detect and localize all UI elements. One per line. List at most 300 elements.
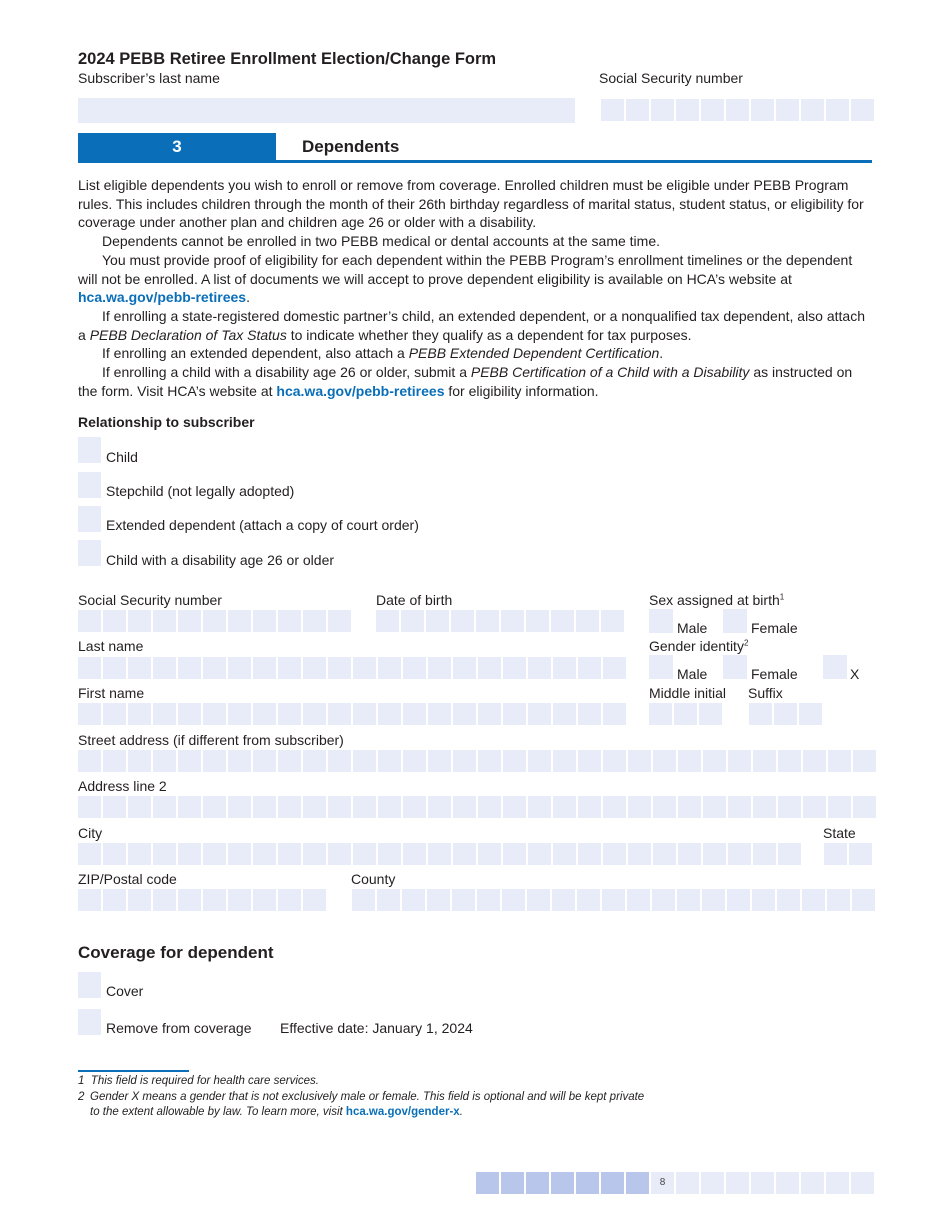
char-cell[interactable]: [578, 796, 601, 818]
page-box: [801, 1172, 824, 1194]
char-cell[interactable]: [649, 703, 672, 725]
char-cell[interactable]: [303, 750, 326, 772]
disability-doc: PEBB Certification of a Child with a Disability: [470, 364, 750, 381]
char-cell[interactable]: [303, 703, 326, 725]
char-cell[interactable]: [253, 889, 276, 911]
sex-label: [649, 591, 784, 609]
char-cell[interactable]: [228, 843, 251, 865]
gender-label-text: Gender identity: [649, 638, 744, 654]
char-cell[interactable]: [228, 703, 251, 725]
char-cell[interactable]: [426, 610, 449, 632]
char-cell[interactable]: [427, 889, 450, 911]
char-cell[interactable]: [428, 843, 451, 865]
char-cell[interactable]: [703, 750, 726, 772]
pebb-retirees-link-2[interactable]: hca.wa.gov/pebb-retirees: [276, 382, 445, 399]
char-cell[interactable]: [228, 796, 251, 818]
footnote-2: [78, 1090, 648, 1120]
char-cell[interactable]: [253, 843, 276, 865]
sex-male-label: Male: [677, 620, 708, 636]
middle-initial-input[interactable]: [649, 703, 722, 725]
char-cell[interactable]: [203, 657, 226, 679]
char-cell[interactable]: [378, 657, 401, 679]
char-cell[interactable]: [728, 750, 751, 772]
footnote-2-body: Gender X means a gender that is not exclusively male or female. This field is optional and will be kept private to the extent allowable by law. To learn more, visit: [90, 1091, 645, 1118]
instructions-p4: [78, 307, 872, 344]
char-cell[interactable]: [553, 750, 576, 772]
address2-input[interactable]: [78, 796, 876, 818]
char-cell[interactable]: [128, 657, 151, 679]
page-box: [776, 1172, 799, 1194]
char-cell[interactable]: [78, 703, 101, 725]
form-title: 2024 PEBB Retiree Enrollment Election/Change Form: [78, 50, 497, 68]
gender-male-label: Male: [677, 666, 708, 682]
page-number: 8: [651, 1172, 674, 1194]
char-cell[interactable]: [576, 610, 599, 632]
char-cell[interactable]: [653, 843, 676, 865]
county-label: County: [351, 871, 396, 887]
gender-female-checkbox[interactable]: [723, 655, 747, 679]
char-cell[interactable]: [552, 889, 575, 911]
char-cell[interactable]: [403, 703, 426, 725]
char-cell[interactable]: [178, 610, 201, 632]
char-cell[interactable]: [503, 657, 526, 679]
char-cell[interactable]: [253, 750, 276, 772]
subscriber-ssn-label: Social Security number: [599, 70, 743, 86]
char-cell[interactable]: [278, 703, 301, 725]
char-cell[interactable]: [603, 657, 626, 679]
instructions-p6-text-end: for eligibility information.: [448, 382, 599, 399]
char-cell[interactable]: [453, 703, 476, 725]
page-tracker: [476, 1172, 874, 1194]
last-name-input[interactable]: [78, 657, 626, 679]
char-cell[interactable]: [728, 843, 751, 865]
char-cell[interactable]: [203, 843, 226, 865]
char-cell[interactable]: [699, 703, 722, 725]
relationship-heading: Relationship to subscriber: [78, 414, 255, 430]
char-cell[interactable]: [378, 750, 401, 772]
sex-male-checkbox[interactable]: [649, 609, 673, 633]
char-cell[interactable]: [178, 703, 201, 725]
char-cell[interactable]: [103, 796, 126, 818]
char-cell[interactable]: [203, 889, 226, 911]
char-cell[interactable]: [578, 843, 601, 865]
char-cell[interactable]: [203, 703, 226, 725]
instructions-p4-text-end: to indicate whether they qualify as a dependent for tax purposes.: [290, 326, 692, 343]
char-cell[interactable]: [702, 889, 725, 911]
char-cell[interactable]: [378, 796, 401, 818]
char-cell[interactable]: [828, 750, 851, 772]
subscriber-ssn-input[interactable]: [601, 99, 874, 121]
char-cell[interactable]: [853, 750, 876, 772]
char-cell[interactable]: [128, 610, 151, 632]
char-cell[interactable]: [328, 843, 351, 865]
char-cell[interactable]: [78, 750, 101, 772]
instructions-p6-text-mid: as instructed on the form. Visit HCA’s website at: [78, 364, 853, 399]
page-box: [851, 1172, 874, 1194]
char-cell[interactable]: [701, 99, 724, 121]
char-cell[interactable]: [353, 843, 376, 865]
char-cell[interactable]: [553, 843, 576, 865]
char-cell[interactable]: [801, 99, 824, 121]
char-cell[interactable]: [703, 796, 726, 818]
char-cell[interactable]: [377, 889, 400, 911]
char-cell[interactable]: [253, 610, 276, 632]
char-cell[interactable]: [303, 796, 326, 818]
char-cell[interactable]: [328, 703, 351, 725]
char-cell[interactable]: [503, 703, 526, 725]
suffix-input[interactable]: [749, 703, 822, 725]
char-cell[interactable]: [726, 99, 749, 121]
char-cell[interactable]: [278, 750, 301, 772]
char-cell[interactable]: [578, 750, 601, 772]
char-cell[interactable]: [577, 889, 600, 911]
section-title: Dependents: [302, 137, 400, 156]
char-cell[interactable]: [528, 703, 551, 725]
gender-footnote-ref: 2: [743, 638, 749, 648]
street-label: Street address (if different from subscriber): [78, 732, 344, 748]
char-cell[interactable]: [178, 796, 201, 818]
char-cell[interactable]: [303, 610, 326, 632]
char-cell[interactable]: [78, 657, 101, 679]
char-cell[interactable]: [603, 796, 626, 818]
char-cell[interactable]: [403, 843, 426, 865]
char-cell[interactable]: [827, 889, 850, 911]
char-cell[interactable]: [402, 889, 425, 911]
sex-footnote-ref: 1: [779, 592, 785, 602]
char-cell[interactable]: [703, 843, 726, 865]
char-cell[interactable]: [603, 703, 626, 725]
char-cell[interactable]: [253, 703, 276, 725]
child-checkbox[interactable]: [78, 437, 101, 463]
char-cell[interactable]: [353, 703, 376, 725]
char-cell[interactable]: [774, 703, 797, 725]
coverage-heading: Coverage for dependent: [78, 943, 274, 962]
char-cell[interactable]: [328, 657, 351, 679]
char-cell[interactable]: [328, 610, 351, 632]
char-cell[interactable]: [628, 796, 651, 818]
char-cell[interactable]: [528, 657, 551, 679]
cover-checkbox[interactable]: [78, 972, 101, 998]
address2-label: Address line 2: [78, 778, 167, 794]
char-cell[interactable]: [428, 796, 451, 818]
disabled-child-label: Child with a disability age 26 or older: [106, 552, 335, 568]
remove-checkbox[interactable]: [78, 1009, 101, 1035]
gender-x-checkbox[interactable]: [823, 655, 847, 679]
char-cell[interactable]: [253, 796, 276, 818]
char-cell[interactable]: [676, 99, 699, 121]
page-box: [626, 1172, 649, 1194]
char-cell[interactable]: [303, 843, 326, 865]
char-cell[interactable]: [178, 843, 201, 865]
char-cell[interactable]: [78, 889, 101, 911]
char-cell[interactable]: [551, 610, 574, 632]
stepchild-checkbox[interactable]: [78, 472, 101, 498]
char-cell[interactable]: [228, 657, 251, 679]
char-cell[interactable]: [378, 843, 401, 865]
instructions-p4-text: If enrolling a state-registered domestic partner’s child, an extended dependent, or a nonqualified tax dependent, also attach a: [78, 307, 865, 343]
instructions-p1: List eligible dependents you wish to enroll or remove from coverage. Enrolled children must be eligible under PEBB Program rules. This includes children through the month of their 26th birthday regardless of marital status, student status, or eligibility for coverage under another plan and children age 26 or older with a disability.: [78, 177, 864, 231]
gender-label: [649, 637, 748, 655]
char-cell[interactable]: [78, 843, 101, 865]
char-cell[interactable]: [453, 657, 476, 679]
char-cell[interactable]: [749, 703, 772, 725]
char-cell[interactable]: [353, 750, 376, 772]
instructions: [78, 176, 872, 400]
char-cell[interactable]: [278, 657, 301, 679]
zip-input[interactable]: [78, 889, 326, 911]
char-cell[interactable]: [303, 889, 326, 911]
sex-label-text: Sex assigned at birth: [649, 592, 780, 608]
char-cell[interactable]: [352, 889, 375, 911]
footnote-2-number: 2: [78, 1091, 85, 1103]
char-cell[interactable]: [601, 610, 624, 632]
char-cell[interactable]: [799, 703, 822, 725]
char-cell[interactable]: [553, 657, 576, 679]
instructions-p3: You must provide proof of eligibility for each dependent within the PEBB Program’s enrollment timelines or the dependent will not be enrolled. A list of documents we will accept to prove dependent eligibility is available on HCA’s website at hca.wa.gov/pebb-retirees.: [78, 251, 853, 306]
char-cell[interactable]: [103, 889, 126, 911]
remove-label: Remove from coverage: [106, 1020, 252, 1036]
first-name-label: First name: [78, 685, 145, 701]
char-cell[interactable]: [678, 843, 701, 865]
gender-x-link[interactable]: hca.wa.gov/gender-x: [345, 1106, 460, 1118]
char-cell[interactable]: [203, 750, 226, 772]
char-cell[interactable]: [353, 657, 376, 679]
sex-female-checkbox[interactable]: [723, 609, 747, 633]
char-cell[interactable]: [378, 703, 401, 725]
disabled-child-checkbox[interactable]: [78, 540, 101, 566]
char-cell[interactable]: [228, 610, 251, 632]
extended-dependent-doc: PEBB Extended Dependent Certification: [408, 345, 660, 362]
char-cell[interactable]: [753, 843, 776, 865]
char-cell[interactable]: [849, 843, 872, 865]
char-cell[interactable]: [652, 889, 675, 911]
char-cell[interactable]: [653, 796, 676, 818]
char-cell[interactable]: [376, 610, 399, 632]
section-header: [78, 133, 872, 163]
char-cell[interactable]: [403, 750, 426, 772]
char-cell[interactable]: [553, 796, 576, 818]
dob-label: Date of birth: [376, 592, 453, 608]
footnote-2-text: Gender X means a gender that is not exclusively male or female. This field is optional and will be kept private to the extent allowable by law. To learn more, visit hca.wa.gov/gender-x.: [90, 1091, 645, 1118]
instructions-p6-text: If enrolling a child with a disability age 26 or older, submit a: [102, 364, 467, 381]
instructions-p6: [78, 363, 872, 400]
char-cell[interactable]: [753, 796, 776, 818]
char-cell[interactable]: [128, 703, 151, 725]
char-cell[interactable]: [303, 657, 326, 679]
county-input[interactable]: [352, 889, 875, 911]
char-cell[interactable]: [601, 99, 624, 121]
city-input[interactable]: [78, 843, 801, 865]
page-box: [526, 1172, 549, 1194]
char-cell[interactable]: [776, 99, 799, 121]
char-cell[interactable]: [403, 657, 426, 679]
char-cell[interactable]: [477, 889, 500, 911]
char-cell[interactable]: [603, 750, 626, 772]
zip-label: ZIP/Postal code: [78, 871, 177, 887]
char-cell[interactable]: [78, 796, 101, 818]
char-cell[interactable]: [452, 889, 475, 911]
char-cell[interactable]: [451, 610, 474, 632]
char-cell[interactable]: [103, 750, 126, 772]
char-cell[interactable]: [803, 750, 826, 772]
char-cell[interactable]: [578, 703, 601, 725]
char-cell[interactable]: [503, 796, 526, 818]
char-cell[interactable]: [851, 99, 874, 121]
page-box: [476, 1172, 499, 1194]
char-cell[interactable]: [752, 889, 775, 911]
char-cell[interactable]: [626, 99, 649, 121]
char-cell[interactable]: [203, 796, 226, 818]
char-cell[interactable]: [78, 610, 101, 632]
char-cell[interactable]: [802, 889, 825, 911]
char-cell[interactable]: [677, 889, 700, 911]
char-cell[interactable]: [476, 610, 499, 632]
char-cell[interactable]: [628, 843, 651, 865]
char-cell[interactable]: [353, 796, 376, 818]
char-cell[interactable]: [403, 796, 426, 818]
char-cell[interactable]: [527, 889, 550, 911]
dependent-ssn-input[interactable]: [78, 610, 351, 632]
dob-input[interactable]: [376, 610, 624, 632]
char-cell[interactable]: [501, 610, 524, 632]
char-cell[interactable]: [428, 657, 451, 679]
char-cell[interactable]: [777, 889, 800, 911]
char-cell[interactable]: [778, 796, 801, 818]
char-cell[interactable]: [528, 843, 551, 865]
page-box: [551, 1172, 574, 1194]
char-cell[interactable]: [478, 657, 501, 679]
char-cell[interactable]: [528, 796, 551, 818]
char-cell[interactable]: [678, 750, 701, 772]
char-cell[interactable]: [328, 750, 351, 772]
char-cell[interactable]: [153, 843, 176, 865]
cover-label: Cover: [106, 983, 144, 999]
char-cell[interactable]: [478, 703, 501, 725]
char-cell[interactable]: [128, 889, 151, 911]
char-cell[interactable]: [478, 750, 501, 772]
subscriber-last-name-input[interactable]: [78, 98, 575, 123]
char-cell[interactable]: [178, 657, 201, 679]
char-cell[interactable]: [278, 610, 301, 632]
char-cell[interactable]: [328, 796, 351, 818]
char-cell[interactable]: [728, 796, 751, 818]
char-cell[interactable]: [103, 703, 126, 725]
char-cell[interactable]: [103, 657, 126, 679]
char-cell[interactable]: [128, 796, 151, 818]
page-box: [676, 1172, 699, 1194]
extended-dependent-label: Extended dependent (attach a copy of court order): [106, 517, 419, 533]
char-cell[interactable]: [503, 843, 526, 865]
char-cell[interactable]: [453, 796, 476, 818]
char-cell[interactable]: [103, 843, 126, 865]
char-cell[interactable]: [778, 843, 801, 865]
char-cell[interactable]: [153, 610, 176, 632]
char-cell[interactable]: [651, 99, 674, 121]
char-cell[interactable]: [653, 750, 676, 772]
char-cell[interactable]: [627, 889, 650, 911]
last-name-label: Last name: [78, 638, 144, 654]
char-cell[interactable]: [153, 657, 176, 679]
char-cell[interactable]: [153, 750, 176, 772]
first-name-input[interactable]: [78, 703, 626, 725]
char-cell[interactable]: [478, 843, 501, 865]
state-input[interactable]: [824, 843, 872, 865]
char-cell[interactable]: [828, 796, 851, 818]
char-cell[interactable]: [578, 657, 601, 679]
char-cell[interactable]: [278, 889, 301, 911]
char-cell[interactable]: [401, 610, 424, 632]
char-cell[interactable]: [453, 843, 476, 865]
char-cell[interactable]: [678, 796, 701, 818]
char-cell[interactable]: [553, 703, 576, 725]
char-cell[interactable]: [778, 750, 801, 772]
effective-date: Effective date: January 1, 2024: [280, 1020, 473, 1036]
char-cell[interactable]: [153, 889, 176, 911]
char-cell[interactable]: [502, 889, 525, 911]
tax-status-doc: PEBB Declaration of Tax Status: [89, 326, 287, 343]
char-cell[interactable]: [203, 610, 226, 632]
instructions-p5: If enrolling an extended dependent, also attach a PEBB Extended Dependent Certification.: [102, 345, 664, 362]
char-cell[interactable]: [128, 750, 151, 772]
char-cell[interactable]: [428, 703, 451, 725]
char-cell[interactable]: [853, 796, 876, 818]
char-cell[interactable]: [153, 703, 176, 725]
char-cell[interactable]: [803, 796, 826, 818]
char-cell[interactable]: [528, 750, 551, 772]
extended-dependent-checkbox[interactable]: [78, 506, 101, 532]
char-cell[interactable]: [852, 889, 875, 911]
footnote-1-text: This field is required for health care services.: [90, 1075, 319, 1087]
char-cell[interactable]: [751, 99, 774, 121]
pebb-retirees-link[interactable]: hca.wa.gov/pebb-retirees: [78, 289, 247, 306]
instructions-p2: Dependents cannot be enrolled in two PEBB medical or dental accounts at the same time.: [102, 233, 660, 250]
gender-x-label: X: [850, 666, 860, 682]
char-cell[interactable]: [103, 610, 126, 632]
char-cell[interactable]: [228, 750, 251, 772]
char-cell[interactable]: [674, 703, 697, 725]
char-cell[interactable]: [603, 843, 626, 865]
street-input[interactable]: [78, 750, 876, 772]
section-number: 3: [78, 133, 276, 160]
char-cell[interactable]: [278, 843, 301, 865]
char-cell[interactable]: [178, 750, 201, 772]
sex-female-label: Female: [751, 620, 798, 636]
char-cell[interactable]: [826, 99, 849, 121]
stepchild-label: Stepchild (not legally adopted): [106, 483, 295, 499]
char-cell[interactable]: [503, 750, 526, 772]
page-box: [601, 1172, 624, 1194]
char-cell[interactable]: [824, 843, 847, 865]
char-cell[interactable]: [453, 750, 476, 772]
char-cell[interactable]: [428, 750, 451, 772]
char-cell[interactable]: [253, 657, 276, 679]
char-cell[interactable]: [727, 889, 750, 911]
char-cell[interactable]: [178, 889, 201, 911]
char-cell[interactable]: [228, 889, 251, 911]
char-cell[interactable]: [602, 889, 625, 911]
char-cell[interactable]: [278, 796, 301, 818]
middle-initial-label: Middle initial: [649, 685, 727, 701]
char-cell[interactable]: [526, 610, 549, 632]
char-cell[interactable]: [753, 750, 776, 772]
char-cell[interactable]: [128, 843, 151, 865]
char-cell[interactable]: [478, 796, 501, 818]
char-cell[interactable]: [628, 750, 651, 772]
footnote-1-number: 1: [78, 1075, 85, 1087]
gender-male-checkbox[interactable]: [649, 655, 673, 679]
page-box: [726, 1172, 749, 1194]
char-cell[interactable]: [153, 796, 176, 818]
